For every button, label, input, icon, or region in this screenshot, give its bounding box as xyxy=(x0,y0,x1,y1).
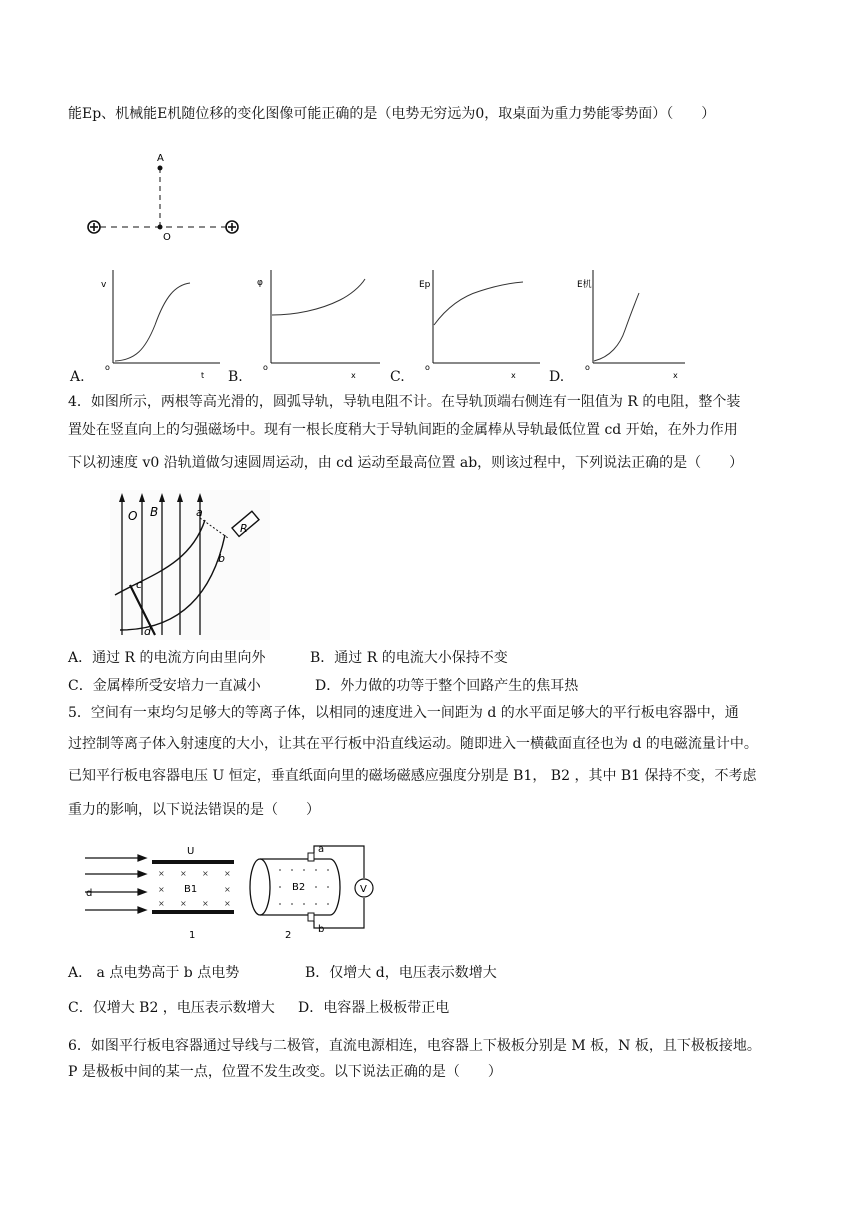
option-a-label: A. xyxy=(70,369,85,385)
svg-text:o: o xyxy=(263,363,268,372)
svg-text:×: × xyxy=(158,885,165,894)
svg-text:o: o xyxy=(105,363,110,372)
svg-text:E机: E机 xyxy=(577,280,592,290)
point-a-label: A xyxy=(157,153,164,164)
q5-stem-line-2: 过控制等离子体入射速度的大小，让其在平行板中沿直线运动。随即进入一横截面直径也为 d 的电磁流量计中。 xyxy=(68,736,758,752)
graph-a xyxy=(95,265,225,380)
svg-text:O: O xyxy=(128,509,138,523)
svg-text:×: × xyxy=(202,869,209,878)
svg-text:a: a xyxy=(318,844,325,855)
q4-rail-figure xyxy=(110,490,270,640)
option-b-label: B. xyxy=(228,369,243,385)
svg-text:2: 2 xyxy=(285,930,292,941)
svg-text:o: o xyxy=(585,363,590,372)
option-c-label: C. xyxy=(390,369,405,385)
q4-stem-line-1: 4．如图所示，两根等高光滑的，圆弧导轨，导轨电阻不计。在导轨顶端右侧连有一阻值为 R 的电阻，整个装 xyxy=(68,394,741,410)
svg-text:b: b xyxy=(218,552,225,565)
svg-text:V: V xyxy=(360,884,367,895)
q4-option-d: D．外力做的功等于整个回路产生的焦耳热 xyxy=(315,678,579,694)
q5-plasma-figure xyxy=(80,840,425,945)
q5-option-d: D．电容器上极板带正电 xyxy=(298,1000,450,1016)
graph-b xyxy=(255,265,385,380)
svg-text:x: x xyxy=(351,371,356,380)
svg-text:B: B xyxy=(150,505,159,519)
q5-option-a: A． a 点电势高于 b 点电势 xyxy=(68,965,240,981)
q3-stem-line: 能Ep、机械能E机随位移的变化图像可能正确的是（电势无穷远为0，取桌面为重力势能零势面）（ ） xyxy=(68,106,716,122)
svg-text:×: × xyxy=(180,899,187,908)
q6-stem-line-2: P 是极板中间的某一点，位置不发生改变。以下说法正确的是（ ） xyxy=(68,1064,502,1080)
q4-option-b: B．通过 R 的电流大小保持不变 xyxy=(310,650,508,666)
svg-text:c: c xyxy=(136,578,143,591)
svg-text:b: b xyxy=(318,924,325,935)
q5-option-c: C．仅增大 B2 ，电压表示数增大 xyxy=(68,1000,275,1016)
q5-option-b: B．仅增大 d，电压表示数增大 xyxy=(305,965,497,981)
svg-text:U: U xyxy=(187,846,195,857)
svg-text:x: x xyxy=(673,371,678,380)
svg-text:1: 1 xyxy=(189,930,196,941)
svg-text:d: d xyxy=(86,888,93,899)
q5-stem-line-3: 已知平行板电容器电压 U 恒定，垂直纸面向里的磁场磁感应强度分别是 B1， B2 ，其中 B1 保持不变，不考虑 xyxy=(68,768,757,784)
svg-text:a: a xyxy=(196,506,203,519)
graph-d xyxy=(575,265,705,380)
graph-c xyxy=(415,265,545,380)
q4-stem-line-2: 置处在竖直向上的匀强磁场中。现有一根长度稍大于导轨间距的金属棒从导轨最低位置 cd 开始，在外力作用 xyxy=(68,422,738,438)
svg-text:v: v xyxy=(101,280,107,290)
svg-text:×: × xyxy=(224,869,231,878)
svg-text:R: R xyxy=(240,522,248,535)
q5-stem-line-1: 5．空间有一束均匀足够大的等离子体，以相同的速度进入一间距为 d 的水平面足够大的平行板电容器中，通 xyxy=(68,705,739,721)
svg-text:×: × xyxy=(224,899,231,908)
svg-text:o: o xyxy=(425,363,430,372)
svg-text:d: d xyxy=(144,625,151,638)
svg-text:B1: B1 xyxy=(184,884,198,895)
svg-text:×: × xyxy=(158,899,165,908)
option-d-label: D. xyxy=(549,369,565,385)
point-o-label: O xyxy=(163,232,171,243)
svg-text:B2: B2 xyxy=(292,882,306,893)
q6-stem-line-1: 6．如图平行板电容器通过导线与二极管，直流电源相连，电容器上下极板分别是 M 板，N 板，且下极板接地。 xyxy=(68,1038,761,1054)
q4-option-c: C．金属棒所受安培力一直减小 xyxy=(68,678,261,694)
q4-stem-line-3: 下以初速度 v0 沿轨道做匀速圆周运动，由 cd 运动至最高位置 ab，则该过程中，下列说法正确的是（ ） xyxy=(68,455,744,471)
svg-text:Ep: Ep xyxy=(419,280,431,290)
svg-text:x: x xyxy=(511,371,516,380)
svg-text:φ: φ xyxy=(257,278,263,288)
q5-stem-line-4: 重力的影响，以下说法错误的是（ ） xyxy=(68,802,320,818)
q3-charge-figure xyxy=(80,145,250,245)
svg-text:×: × xyxy=(202,899,209,908)
svg-text:×: × xyxy=(224,885,231,894)
q4-option-a: A．通过 R 的电流方向由里向外 xyxy=(68,650,266,666)
svg-text:t: t xyxy=(201,371,205,380)
svg-text:×: × xyxy=(180,869,187,878)
svg-text:×: × xyxy=(158,869,165,878)
